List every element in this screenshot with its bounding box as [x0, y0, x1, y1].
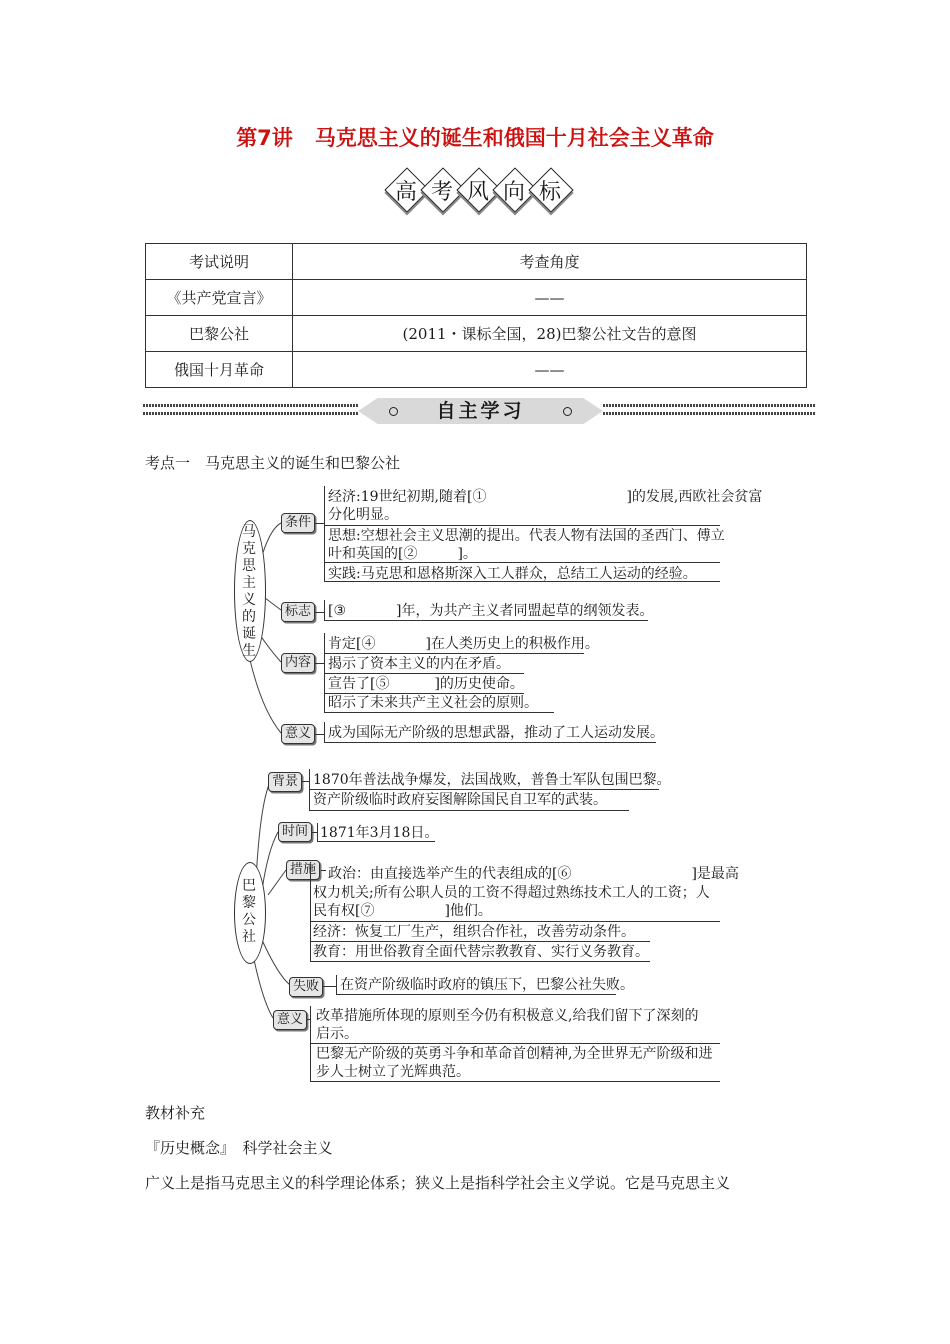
underline [336, 994, 616, 995]
cond-line-4 [328, 544, 477, 564]
paris-meaning-2: 启示。 [316, 1026, 358, 1042]
concept-label: 『历史概念』 [145, 1139, 228, 1157]
underline [310, 1081, 720, 1082]
root-char: 的 [242, 609, 256, 625]
bracket [309, 769, 310, 811]
diamond-char: 考 [430, 180, 453, 205]
root-char: 思 [242, 558, 256, 574]
text: 经济:19世纪初期,随着[① [328, 489, 487, 505]
lesson-number: 第7讲 [236, 126, 293, 150]
diamond-char: 向 [502, 180, 525, 205]
underline [324, 581, 720, 582]
text: ]他们。 [444, 903, 492, 919]
section-heading: 考点一 马克思主义的诞生和巴黎公社 [145, 454, 401, 472]
tag-paris-meaning: 意义 [273, 1010, 307, 1030]
bracket [324, 722, 325, 742]
underline [324, 562, 720, 563]
bracket [317, 823, 318, 841]
root-char: 诞 [242, 626, 256, 642]
connector [314, 523, 324, 524]
tag-content: 内容 [281, 653, 315, 673]
content-line-1 [328, 634, 599, 654]
measure-line-3 [313, 901, 492, 921]
banner-title: 自主学习 [436, 400, 525, 422]
concept-line [145, 1137, 333, 1158]
tag-conditions: 条件 [281, 513, 315, 533]
measure-line-4: 经济：恢复工厂生产，组织合作社，改善劳动条件。 [313, 924, 635, 940]
text: [③ [328, 603, 347, 619]
diamond-char: 风 [466, 180, 489, 205]
bg-line-2: 资产阶级临时政府妄图解除国民自卫军的武装。 [313, 792, 607, 808]
lesson-topic: 马克思主义的诞生和俄国十月社会主义革命 [314, 126, 714, 150]
text: 肯定[④ [328, 636, 376, 652]
connector [322, 986, 336, 987]
root-char: 公 [242, 912, 256, 928]
body-paragraph: 广义上是指马克思主义的科学理论体系；狭义上是指科学社会主义学说。它是马克思主义 [145, 1174, 731, 1192]
text: 宣告了[⑤ [328, 676, 390, 692]
tag-failure: 失败 [289, 977, 323, 997]
content-line-2: 揭示了资本主义的内在矛盾。 [328, 656, 510, 672]
root-char: 主 [242, 575, 256, 591]
text: ]年，为共产主义者同盟起草的纲领发表。 [396, 603, 654, 619]
connector [314, 734, 324, 735]
root-label-paris [239, 878, 259, 946]
measure-line-1 [328, 864, 739, 884]
tag-mark: 标志 [281, 602, 315, 622]
underline [324, 712, 554, 713]
supplement-heading: 教材补充 [145, 1104, 206, 1122]
root-char: 生 [242, 643, 256, 659]
connector [321, 870, 326, 871]
diamond-char: 标 [538, 180, 561, 205]
connector [301, 781, 309, 782]
content-line-3 [328, 674, 524, 694]
root-label-marx [239, 524, 259, 660]
root-char: 义 [242, 592, 256, 608]
content-line-4: 昭示了未来共产主义社会的原则。 [328, 695, 538, 711]
text: ]。 [457, 546, 477, 562]
text: ]的发展,西欧社会贫富 [626, 489, 763, 505]
underline [309, 810, 629, 811]
cond-line-2: 分化明显。 [328, 507, 398, 523]
connector [314, 612, 324, 613]
table-header: 考查角度 [293, 244, 807, 280]
measure-line-5: 教育：用世俗教育全面代替宗教教育、实行义务教育。 [313, 944, 649, 960]
cond-line-5: 实践:马克思和恩格斯深入工人群众，总结工人运动的经验。 [328, 566, 697, 582]
text: ]是最高 [691, 866, 739, 882]
bracket [324, 600, 325, 620]
tag-time: 时间 [278, 822, 312, 842]
table-cell: 俄国十月革命 [146, 352, 293, 388]
root-char: 巴 [242, 878, 256, 894]
marx-meaning: 成为国际无产阶级的思想武器，推动了工人运动发展。 [328, 725, 664, 741]
mark-line [328, 601, 653, 621]
table-cell: —— [293, 280, 807, 316]
fail-line: 在资产阶级临时政府的镇压下，巴黎公社失败。 [340, 977, 634, 993]
tag-background: 背景 [268, 772, 302, 792]
paris-meaning-4: 步人士树立了光辉典范。 [316, 1064, 470, 1080]
table-cell: —— [293, 352, 807, 388]
bracket [324, 486, 325, 581]
root-char: 社 [242, 929, 256, 945]
underline [310, 961, 650, 962]
table-cell: 巴黎公社 [146, 316, 293, 352]
bracket [310, 864, 311, 962]
diamond-char: 高 [394, 180, 417, 205]
time-line: 1871年3月18日。 [320, 825, 439, 841]
bracket [336, 975, 337, 995]
underline [317, 841, 435, 842]
text: ]的历史使命。 [434, 676, 524, 692]
cond-line-1 [328, 487, 762, 507]
underline [324, 620, 648, 621]
paris-meaning-1: 改革措施所体现的原则至今仍有积极意义,给我们留下了深刻的 [316, 1008, 699, 1024]
root-char: 克 [242, 541, 256, 557]
tag-meaning: 意义 [281, 724, 315, 744]
bg-line-1: 1870年普法战争爆发，法国战败，普鲁士军队包围巴黎。 [313, 772, 671, 788]
root-char: 黎 [242, 895, 256, 911]
text: 政治：由直接选举产生的代表组成的[⑥ [328, 866, 572, 882]
paris-meaning-3: 巴黎无产阶级的英勇斗争和革命首创精神,为全世界无产阶级和进 [316, 1046, 713, 1062]
tag-measures: 措施 [286, 860, 320, 880]
connector [314, 663, 324, 664]
text: 叶和英国的[② [328, 546, 418, 562]
table-cell: (2011・课标全国，28)巴黎公社文告的意图 [293, 316, 807, 352]
root-char: 马 [242, 524, 256, 540]
cond-line-3: 思想:空想社会主义思潮的提出。代表人物有法国的圣西门、傅立 [328, 528, 725, 544]
table-cell: 《共产党宣言》 [146, 280, 293, 316]
underline [324, 742, 656, 743]
table-header: 考试说明 [146, 244, 293, 280]
text: ]在人类历史上的积极作用。 [425, 636, 599, 652]
text: 民有权[⑦ [313, 903, 375, 919]
measure-line-2: 权力机关;所有公职人员的工资不得超过熟练技术工人的工资；人 [313, 885, 710, 901]
concept-term: 科学社会主义 [242, 1139, 333, 1157]
